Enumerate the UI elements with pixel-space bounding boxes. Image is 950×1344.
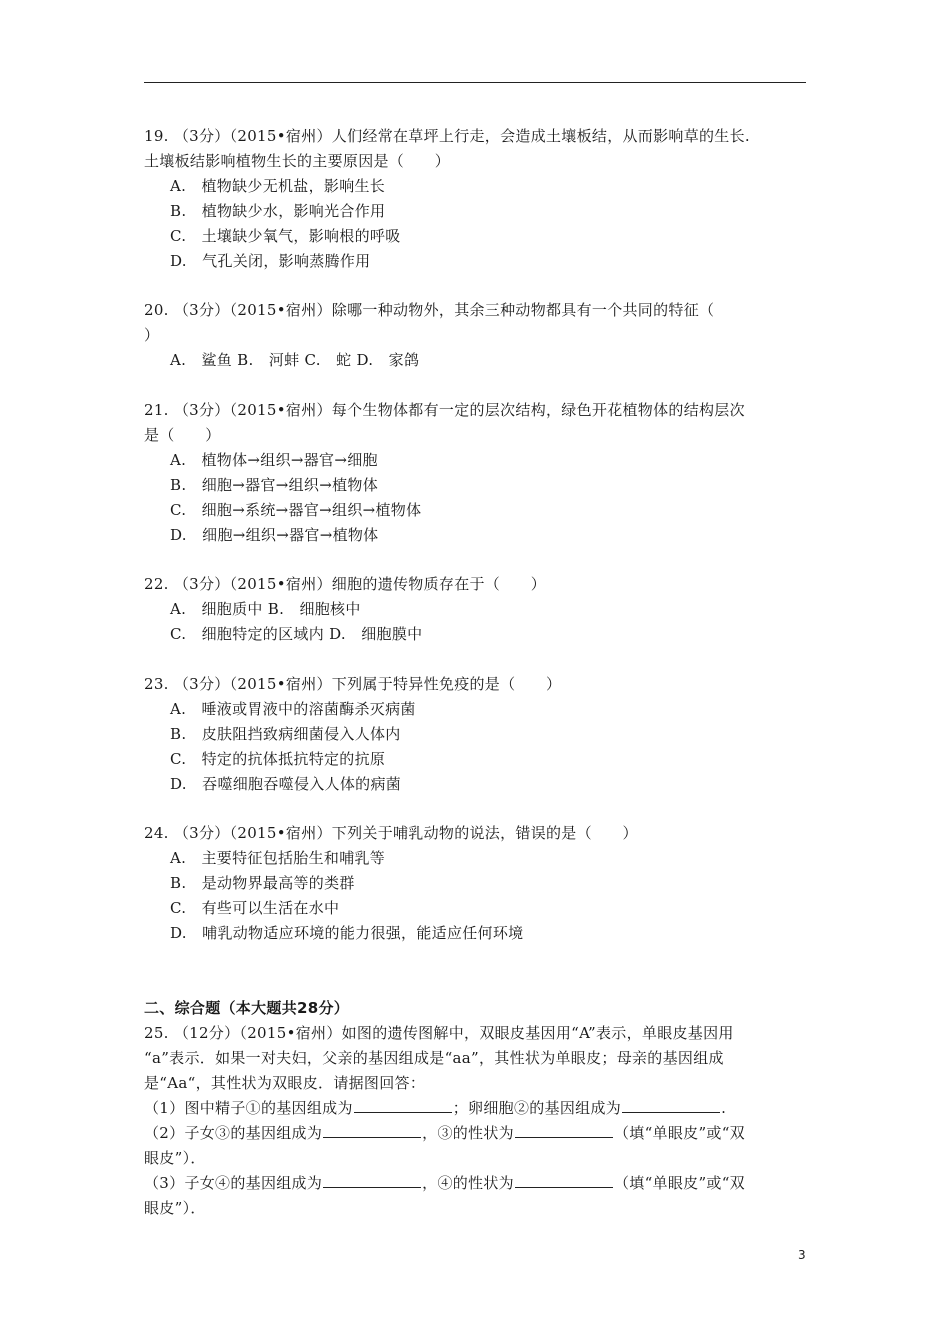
q25-stem-line1: 25. （12分）（2015•宿州）如图的遗传图解中，双眼皮基因用“A”表示，单眼皮基因用 bbox=[144, 1024, 734, 1042]
q25-part1-text-a: （1）图中精子①的基因组成为 bbox=[144, 1099, 353, 1117]
q21-option-b: B. 细胞→器官→组织→植物体 bbox=[170, 476, 378, 494]
section2-title: 二、综合题（本大题共28分） bbox=[144, 999, 350, 1017]
page-number: 3 bbox=[798, 1248, 806, 1262]
q23-stem-line1: 23. （3分）（2015•宿州）下列属于特异性免疫的是（ ） bbox=[144, 675, 562, 693]
q25-part3-blank-genotype[interactable] bbox=[323, 1173, 421, 1188]
q20-stem-line1: 20. （3分）（2015•宿州）除哪一种动物外，其余三种动物都具有一个共同的特征（ bbox=[144, 301, 715, 319]
q21-option-a: A. 植物体→组织→器官→细胞 bbox=[170, 451, 378, 469]
q24-stem-line1: 24. （3分）（2015•宿州）下列关于哺乳动物的说法，错误的是（ ） bbox=[144, 824, 638, 842]
q25-part2-text-b: ，③的性状为 bbox=[422, 1124, 514, 1142]
q19-option-a: A. 植物缺少无机盐，影响生长 bbox=[170, 177, 386, 195]
q24-option-c: C. 有些可以生活在水中 bbox=[170, 899, 340, 917]
q25-part1-text-c: . bbox=[721, 1099, 727, 1117]
q21-option-d: D. 细胞→组织→器官→植物体 bbox=[170, 526, 379, 544]
q23-option-c: C. 特定的抗体抵抗特定的抗原 bbox=[170, 750, 386, 768]
q22-options-line2: C. 细胞特定的区域内 D. 细胞膜中 bbox=[170, 625, 423, 643]
q25-part1-blank-egg[interactable] bbox=[622, 1098, 720, 1113]
q25-part3-cont: 眼皮”）． bbox=[144, 1199, 206, 1217]
q25-part2-cont: 眼皮”）． bbox=[144, 1149, 206, 1167]
q25-stem-line3: 是“Aa“，其性状为双眼皮．请据图回答： bbox=[144, 1074, 426, 1092]
q21-option-c: C. 细胞→系统→器官→组织→植物体 bbox=[170, 501, 422, 519]
q20-stem-line2: ） bbox=[144, 326, 160, 344]
q25-part2 bbox=[144, 1123, 745, 1143]
q25-part1 bbox=[144, 1098, 726, 1118]
q25-part3-text-b: ，④的性状为 bbox=[422, 1174, 514, 1192]
q19-option-d: D. 气孔关闭，影响蒸腾作用 bbox=[170, 252, 371, 270]
q19-option-b: B. 植物缺少水，影响光合作用 bbox=[170, 202, 386, 220]
q25-part3 bbox=[144, 1173, 745, 1193]
q25-part1-text-b: ；卵细胞②的基因组成为 bbox=[452, 1099, 622, 1117]
q24-option-a: A. 主要特征包括胎生和哺乳等 bbox=[170, 849, 386, 867]
q20-options: A. 鲨鱼 B. 河蚌 C. 蛇 D. 家鸽 bbox=[170, 351, 420, 369]
q22-options-line1: A. 细胞质中 B. 细胞核中 bbox=[170, 600, 361, 618]
q25-part2-text-c: （填“单眼皮”或“双 bbox=[613, 1124, 745, 1142]
q25-part3-text-a: （3）子女④的基因组成为 bbox=[144, 1174, 323, 1192]
q21-stem-line1: 21. （3分）（2015•宿州）每个生物体都有一定的层次结构，绿色开花植物体的结构层次 bbox=[144, 401, 745, 419]
q25-part2-text-a: （2）子女③的基因组成为 bbox=[144, 1124, 323, 1142]
q25-part2-blank-genotype[interactable] bbox=[323, 1123, 421, 1138]
q19-option-c: C. 土壤缺少氧气，影响根的呼吸 bbox=[170, 227, 401, 245]
q25-part3-blank-trait[interactable] bbox=[515, 1173, 613, 1188]
header-rule bbox=[144, 82, 806, 83]
q25-stem-line2: “a”表示．如果一对夫妇，父亲的基因组成是“aa”，其性状为单眼皮；母亲的基因组成 bbox=[144, 1049, 724, 1067]
q24-option-d: D. 哺乳动物适应环境的能力很强，能适应任何环境 bbox=[170, 924, 524, 942]
q23-option-b: B. 皮肤阻挡致病细菌侵入人体内 bbox=[170, 725, 401, 743]
q23-option-a: A. 唾液或胃液中的溶菌酶杀灭病菌 bbox=[170, 700, 416, 718]
q19-stem-line1: 19. （3分）（2015•宿州）人们经常在草坪上行走，会造成土壤板结，从而影响草的生长. bbox=[144, 127, 750, 145]
q25-part1-blank-sperm[interactable] bbox=[354, 1098, 452, 1113]
q22-stem-line1: 22. （3分）（2015•宿州）细胞的遗传物质存在于（ ） bbox=[144, 575, 546, 593]
q21-stem-line2: 是（ ） bbox=[144, 426, 221, 444]
q25-part2-blank-trait[interactable] bbox=[515, 1123, 613, 1138]
q19-stem-line2: 土壤板结影响植物生长的主要原因是（ ） bbox=[144, 152, 451, 170]
q23-option-d: D. 吞噬细胞吞噬侵入人体的病菌 bbox=[170, 775, 402, 793]
q25-part3-text-c: （填“单眼皮”或“双 bbox=[613, 1174, 745, 1192]
q24-option-b: B. 是动物界最高等的类群 bbox=[170, 874, 355, 892]
